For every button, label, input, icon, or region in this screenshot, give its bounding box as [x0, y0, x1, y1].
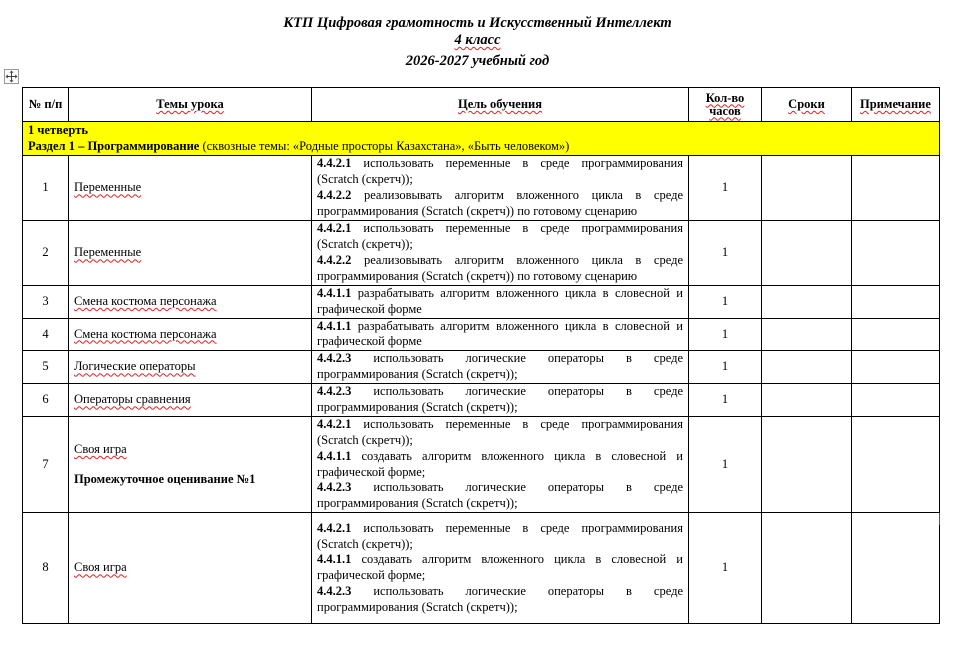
objective-text: использовать логические операторы в среде программирования (Scratch (скретч));: [317, 384, 683, 415]
header-hours: Кол-во часов: [689, 88, 762, 122]
objective-code: 4.4.2.1: [317, 520, 352, 535]
quarter-label: 1 четверть: [28, 123, 88, 137]
learning-objective: [317, 449, 683, 481]
table-row: [23, 513, 940, 624]
table-row: [23, 384, 940, 417]
objective-text: использовать логические операторы в среде программирования (Scratch (скретч));: [317, 583, 683, 614]
objective-text: разрабатывать алгоритм вложенного цикла в словесной и графической форме: [317, 318, 683, 349]
table-row: [23, 221, 940, 286]
row-notes[interactable]: [852, 417, 940, 513]
row-goals-cell: [312, 286, 689, 319]
learning-objective: [317, 552, 683, 584]
row-dates[interactable]: [762, 318, 852, 351]
row-notes[interactable]: [852, 221, 940, 286]
row-topic: Смена костюма персонажа: [74, 326, 217, 341]
learning-objective: [317, 521, 683, 553]
header-row: [23, 88, 940, 122]
table-move-handle-icon[interactable]: [4, 69, 19, 84]
row-topic: Своя игра: [74, 560, 127, 575]
row-goals-cell: [312, 156, 689, 221]
objective-code: 4.4.2.3: [317, 351, 352, 366]
table-resize-marker[interactable]: [939, 513, 940, 525]
learning-objective: [317, 188, 683, 220]
objective-code: 4.4.2.3: [317, 480, 352, 495]
row-dates[interactable]: [762, 384, 852, 417]
objective-code: 4.4.1.1: [317, 552, 352, 567]
row-topic: Своя игра: [74, 442, 127, 457]
row-goals-cell: [312, 384, 689, 417]
row-topic: Операторы сравнения: [74, 392, 191, 407]
learning-objective: [317, 384, 683, 416]
row-notes[interactable]: [852, 384, 940, 417]
table-row: [23, 351, 940, 384]
header-topic: Темы урока: [69, 88, 312, 122]
objective-code: 4.4.2.1: [317, 221, 352, 236]
unit-title: Раздел 1 – Программирование: [28, 138, 200, 153]
row-topic-cell: [69, 318, 312, 351]
objective-text: создавать алгоритм вложенного цикла в словесной и графической форме;: [317, 552, 683, 583]
objective-code: 4.4.2.1: [317, 156, 352, 171]
row-notes[interactable]: [852, 318, 940, 351]
row-number: 8: [23, 513, 69, 624]
row-topic: Переменные: [74, 180, 142, 195]
row-goals-cell: [312, 513, 689, 624]
row-hours: 1: [689, 351, 762, 384]
row-dates[interactable]: [762, 286, 852, 319]
learning-objective: [317, 221, 683, 253]
objective-code: 4.4.2.3: [317, 583, 352, 598]
objective-code: 4.4.1.1: [317, 318, 352, 333]
header-num: № п/п: [23, 88, 69, 122]
table-row: [23, 417, 940, 513]
row-dates[interactable]: [762, 351, 852, 384]
row-topic: Смена костюма персонажа: [74, 294, 217, 309]
row-notes[interactable]: [852, 156, 940, 221]
row-number: 6: [23, 384, 69, 417]
learning-objective: [317, 286, 683, 318]
row-dates[interactable]: [762, 417, 852, 513]
document-title: КТП Цифровая грамотность и Искусственный Интеллект: [283, 15, 672, 31]
row-topic: Переменные: [74, 245, 142, 260]
learning-objective: [317, 480, 683, 512]
curriculum-table: [22, 87, 940, 624]
objective-text: реализовывать алгоритм вложенного цикла в среде программирования (Scratch (скретч)) по готовому сценарию: [317, 253, 683, 283]
row-notes[interactable]: [852, 513, 940, 624]
learning-objective: [317, 319, 683, 351]
objective-text: реализовывать алгоритм вложенного цикла в среде программирования (Scratch (скретч)) по готовому сценарию: [317, 188, 683, 218]
objective-code: 4.4.2.2: [317, 188, 352, 202]
row-number: 1: [23, 156, 69, 221]
learning-objective: [317, 417, 683, 449]
row-goals-cell: [312, 318, 689, 351]
objective-text: использовать логические операторы в среде программирования (Scratch (скретч));: [317, 480, 683, 511]
row-notes[interactable]: [852, 286, 940, 319]
row-topic-cell: [69, 351, 312, 384]
row-dates[interactable]: [762, 221, 852, 286]
row-number: 2: [23, 221, 69, 286]
row-number: 3: [23, 286, 69, 319]
row-goals-cell: [312, 351, 689, 384]
objective-code: 4.4.2.3: [317, 384, 352, 399]
table-row: [23, 156, 940, 221]
objective-text: использовать переменные в среде программирования (Scratch (скретч));: [317, 221, 683, 252]
row-hours: 1: [689, 286, 762, 319]
objective-code: 4.4.1.1: [317, 286, 352, 300]
row-topic-cell: [69, 221, 312, 286]
row-number: 5: [23, 351, 69, 384]
header-dates: Сроки: [762, 88, 852, 122]
row-topic-cell: [69, 384, 312, 417]
objective-text: использовать логические операторы в среде программирования (Scratch (скретч));: [317, 351, 683, 382]
row-hours: 1: [689, 318, 762, 351]
unit-themes: (сквозные темы: «Родные просторы Казахстана», «Быть человеком»): [199, 138, 570, 153]
row-topic-cell: [69, 513, 312, 624]
objective-code: 4.4.2.2: [317, 253, 352, 267]
learning-objective: [317, 351, 683, 383]
row-goals-cell: [312, 221, 689, 286]
row-hours: 1: [689, 513, 762, 624]
row-topic-cell: [69, 156, 312, 221]
document-grade: 4 класс: [454, 32, 501, 48]
row-dates[interactable]: [762, 156, 852, 221]
row-notes[interactable]: [852, 351, 940, 384]
header-notes: Примечание: [852, 88, 940, 122]
header-goal: Цель обучения: [312, 88, 689, 122]
objective-text: создавать алгоритм вложенного цикла в словесной и графической форме;: [317, 448, 683, 479]
section-row: [23, 122, 940, 156]
row-topic: Логические операторы: [74, 359, 196, 374]
row-dates[interactable]: [762, 513, 852, 624]
objective-text: использовать переменные в среде программирования (Scratch (скретч));: [317, 520, 683, 551]
row-topic-cell: [69, 417, 312, 513]
row-number: 7: [23, 417, 69, 513]
row-goals-cell: [312, 417, 689, 513]
objective-text: использовать переменные в среде программирования (Scratch (скретч));: [317, 417, 683, 448]
learning-objective: [317, 156, 683, 188]
row-hours: 1: [689, 417, 762, 513]
row-hours: 1: [689, 221, 762, 286]
row-hours: 1: [689, 156, 762, 221]
table-row: [23, 318, 940, 351]
learning-objective: [317, 584, 683, 616]
learning-objective: [317, 253, 683, 285]
table-row: [23, 286, 940, 319]
objective-code: 4.4.2.1: [317, 417, 352, 432]
objective-text: разрабатывать алгоритм вложенного цикла в словесной и графической форме: [317, 286, 683, 316]
objective-text: использовать переменные в среде программирования (Scratch (скретч));: [317, 156, 683, 187]
section-cell: [23, 122, 940, 156]
objective-code: 4.4.1.1: [317, 448, 352, 463]
document-year: 2026-2027 учебный год: [405, 53, 550, 69]
row-hours: 1: [689, 384, 762, 417]
row-topic-cell: [69, 286, 312, 319]
row-assessment: Промежуточное оценивание №1: [74, 471, 256, 486]
row-number: 4: [23, 318, 69, 351]
